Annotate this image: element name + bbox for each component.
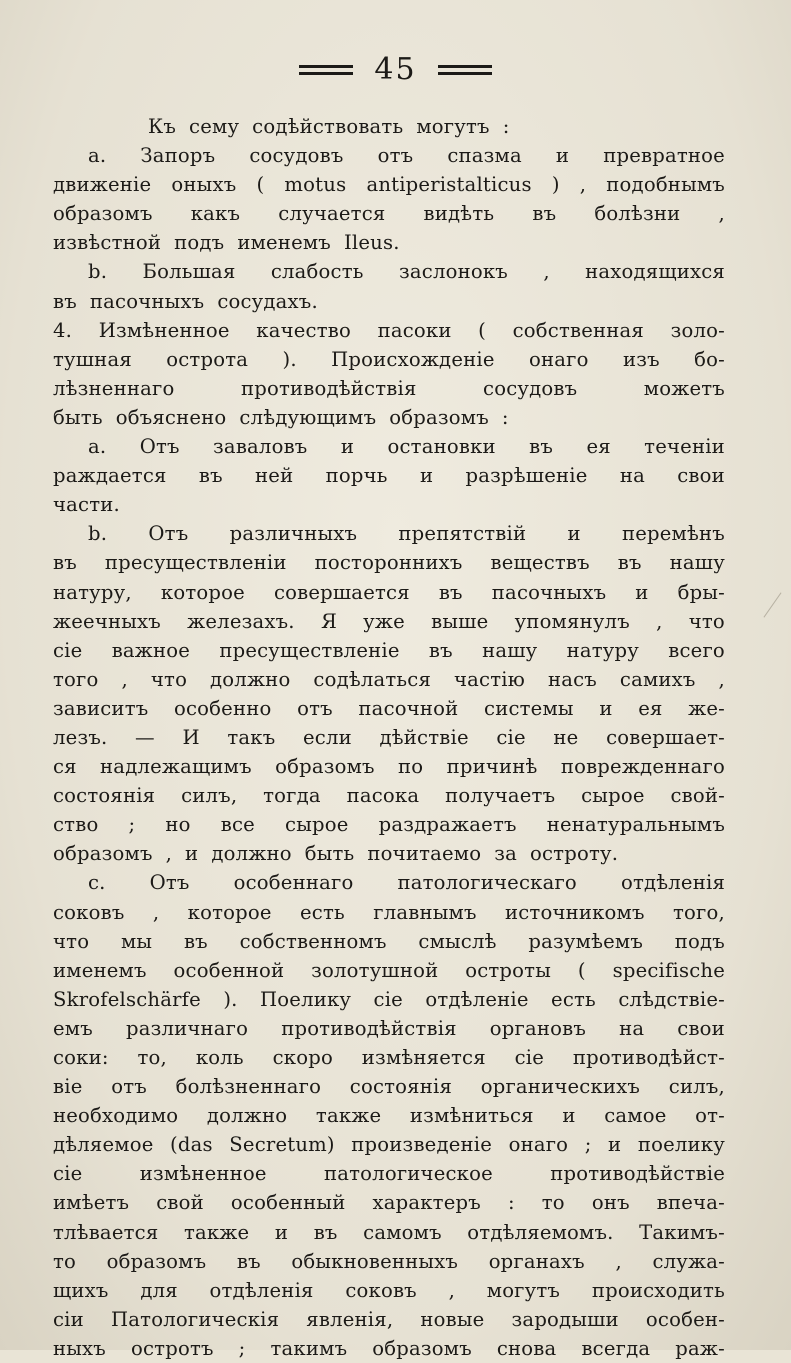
text-line: віе отъ болѣзненнаго состоянія органическихъ силъ, xyxy=(53,1075,725,1099)
text-line: Къ сему содѣйствовать могутъ : xyxy=(148,115,510,138)
text-line: тлѣвается также и въ самомъ отдѣляемомъ. Такимъ- xyxy=(53,1220,725,1244)
text-line: движеніе оныхъ ( motus antiperistalticus ) , подобнымъ xyxy=(53,173,725,197)
text-line: части. xyxy=(53,493,120,517)
text-line: дѣляемое (das Secretum) произведеніе онаго ; и поелику xyxy=(53,1133,725,1157)
page-number: 45 xyxy=(374,52,417,87)
text-line: быть объяснено слѣдующимъ образомъ : xyxy=(53,405,509,429)
text-line: соковъ , которое есть главнымъ источникомъ того, xyxy=(53,900,725,924)
text-line: тушная острота ). Происхожденіе онаго изъ бо- xyxy=(53,347,725,371)
text-body xyxy=(53,112,725,1363)
text-line: то образомъ въ обыкновенныхъ органахъ , служа- xyxy=(53,1249,725,1273)
text-line: лезъ. — И такъ если дѣйствіе сіе не совершает- xyxy=(53,725,725,749)
text-line: Skrofelschärfe ). Поелику сіе отдѣленіе есть слѣдствіе- xyxy=(53,987,725,1011)
text-line: раждается въ ней порчь и разрѣшеніе на свои xyxy=(53,464,725,488)
text-line: образомъ какъ случается видѣть въ болѣзни , xyxy=(53,202,725,226)
left-double-rule xyxy=(299,65,353,75)
text-line: натуру, которое совершается въ пасочныхъ и бры- xyxy=(53,580,725,604)
text-line: того , что должно содѣлаться частію насъ самихъ , xyxy=(53,667,725,691)
text-line: имѣетъ свой особенный характеръ : то онъ впеча- xyxy=(53,1191,725,1215)
text-line: въ пресуществленіи постороннихъ веществъ въ нашу xyxy=(53,551,725,575)
text-line: а. Отъ заваловъ и остановки въ ея теченіи xyxy=(88,435,725,459)
text-line: с. Отъ особеннаго патологическаго отдѣленія xyxy=(88,871,725,895)
text-line: извѣстной подъ именемъ Ileus. xyxy=(53,231,400,255)
right-double-rule xyxy=(438,65,492,75)
text-line: ство ; но все сырое раздражаетъ ненатуральнымъ xyxy=(53,813,725,837)
text-line: состоянія силъ, тогда пасока получаетъ сырое свой- xyxy=(53,784,725,808)
text-line: а. Запоръ сосудовъ отъ спазма и превратное xyxy=(88,144,725,168)
text-line: сіе измѣненное патологическое противодѣйствіе xyxy=(53,1162,725,1186)
text-line: сіи Патологическія явленія, новые зародыши особен- xyxy=(53,1307,725,1331)
text-line: 4. Измѣненное качество пасоки ( собственная золо- xyxy=(53,318,725,342)
text-line: въ пасочныхъ сосудахъ. xyxy=(53,289,318,313)
text-line: образомъ , и должно быть почитаемо за остроту. xyxy=(53,842,619,866)
text-line: ныхъ остротъ ; такимъ образомъ снова всегда раж- xyxy=(53,1336,725,1360)
text-line: именемъ особенной золотушной остроты ( specifische xyxy=(53,958,725,982)
text-line: емъ различнаго противодѣйствія органовъ на свои xyxy=(53,1016,725,1040)
text-line: щихъ для отдѣленія соковъ , могутъ происходить xyxy=(53,1278,725,1302)
text-line: ся надлежащимъ образомъ по причинѣ поврежденнаго xyxy=(53,755,725,779)
paper-crease-mark xyxy=(763,592,781,617)
text-line: сіе важное пресуществленіе въ нашу натуру всего xyxy=(53,638,725,662)
text-line: b. Большая слабость заслонокъ , находящихся xyxy=(88,260,725,284)
text-line: необходимо должно также измѣниться и самое от- xyxy=(53,1104,725,1128)
text-line: что мы въ собственномъ смыслѣ разумѣемъ подъ xyxy=(53,929,725,953)
page-header xyxy=(0,52,791,92)
text-line: соки: то, коль скоро измѣняется сіе противодѣйст- xyxy=(53,1046,725,1069)
text-line: зависитъ особенно отъ пасочной системы и ея же- xyxy=(53,696,725,720)
text-line: лѣзненнаго противодѣйствія сосудовъ можетъ xyxy=(53,376,725,400)
text-line: жеечныхъ железахъ. Я уже выше упомянулъ , что xyxy=(53,609,725,633)
text-line: b. Отъ различныхъ препятствій и перемѣнъ xyxy=(88,522,725,546)
